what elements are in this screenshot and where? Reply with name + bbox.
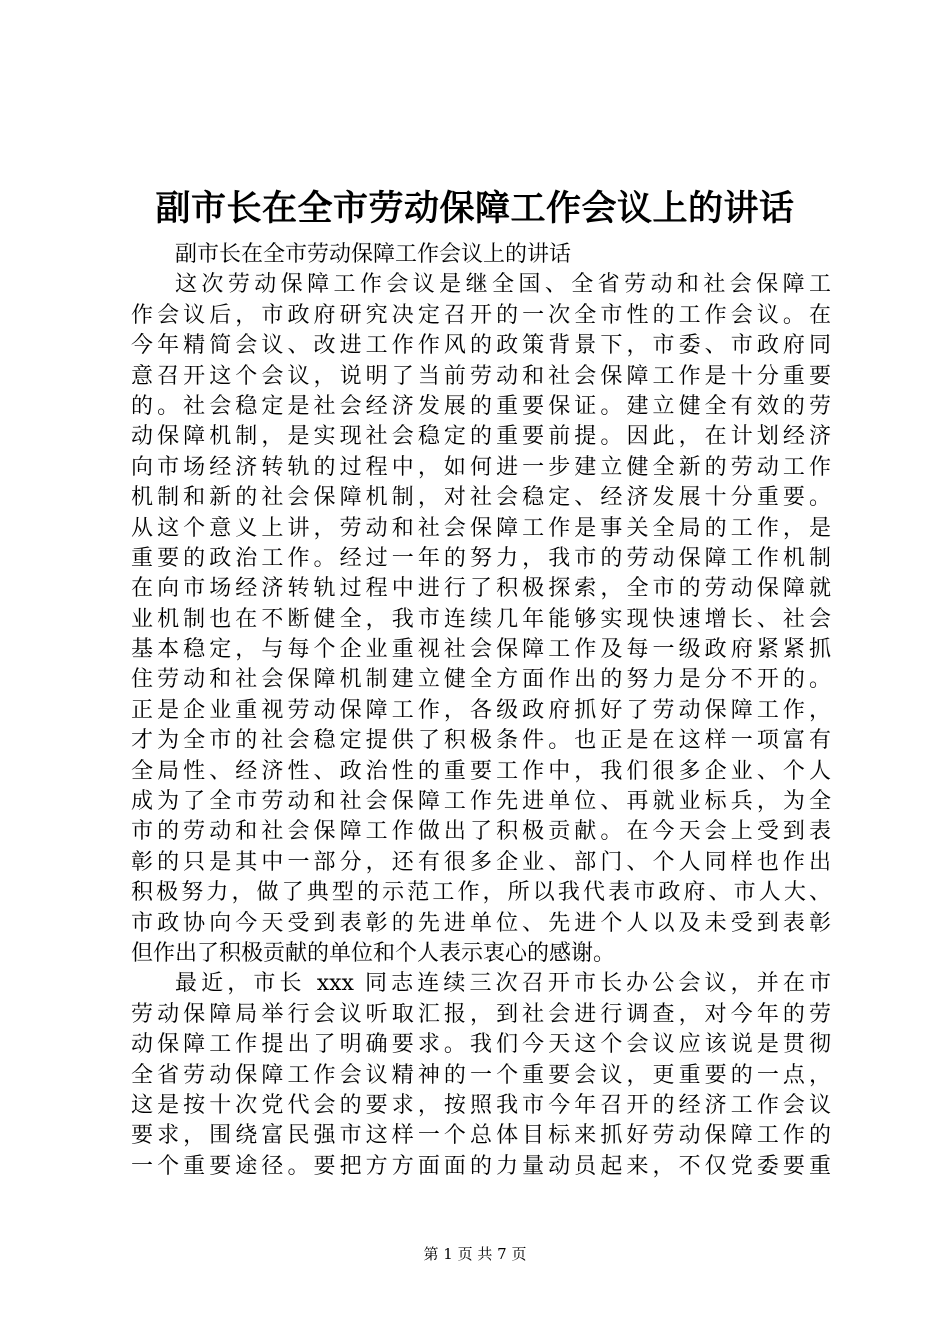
- paragraph-2: [131, 969, 831, 1182]
- document-title: 副市长在全市劳动保障工作会议上的讲话: [155, 188, 795, 229]
- paragraph-line: 的。社会稳定是社会经济发展的重要保证。建立健全有效的劳: [131, 393, 831, 419]
- paragraph-line: 劳动保障局举行会议听取汇报，到社会进行调查，对今年的劳: [131, 1001, 831, 1027]
- paragraph-line: 动保障机制，是实现社会稳定的重要前提。因此，在计划经济: [131, 424, 831, 450]
- paragraph-line: 动保障工作提出了明确要求。我们今天这个会议应该说是贯彻: [131, 1032, 831, 1058]
- paragraph-line: 成为了全市劳动和社会保障工作先进单位、再就业标兵，为全: [131, 789, 831, 815]
- paragraph-line: 今年精简会议、改进工作作风的政策背景下，市委、市政府同: [131, 333, 831, 359]
- paragraph-line: 全省劳动保障工作会议精神的一个重要会议，更重要的一点，: [131, 1062, 831, 1088]
- paragraph-line: 机制和新的社会保障机制，对社会稳定、经济发展十分重要。: [131, 485, 831, 511]
- paragraph-line: 这次劳动保障工作会议是继全国、全省劳动和社会保障工: [175, 272, 831, 298]
- document-body: [131, 240, 831, 1182]
- paragraph-line: 市政协向今天受到表彰的先进单位、先进个人以及未受到表彰: [131, 910, 831, 936]
- paragraph-line: 作会议后，市政府研究决定召开的一次全市性的工作会议。在: [131, 302, 831, 328]
- paragraph-line: 在向市场经济转轨过程中进行了积极探索，全市的劳动保障就: [131, 576, 831, 602]
- paragraph-line: 从这个意义上讲，劳动和社会保障工作是事关全局的工作，是: [131, 515, 831, 541]
- paragraph-line: 最近，市长 xxx 同志连续三次召开市长办公会议，并在市: [175, 971, 831, 997]
- paragraph-line: 住劳动和社会保障机制建立健全方面作出的努力是分不开的。: [131, 667, 831, 693]
- paragraph-line: 但作出了积极贡献的单位和个人表示衷心的感谢。: [131, 940, 616, 966]
- paragraph-line: 积极努力，做了典型的示范工作，所以我代表市政府、市人大、: [131, 880, 831, 906]
- paragraph-line: 向市场经济转轨的过程中，如何进一步建立健全新的劳动工作: [131, 454, 831, 480]
- paragraph-line: 重要的政治工作。经过一年的努力，我市的劳动保障工作机制: [131, 545, 831, 571]
- paragraph-line: 要求，围绕富民强市这样一个总体目标来抓好劳动保障工作的: [131, 1123, 831, 1149]
- document-subtitle: 副市长在全市劳动保障工作会议上的讲话: [175, 242, 572, 267]
- paragraph-line: 一个重要途径。要把方方面面的力量动员起来，不仅党委要重: [131, 1153, 831, 1179]
- paragraph-line: 基本稳定，与每个企业重视社会保障工作及每一级政府紧紧抓: [131, 637, 831, 663]
- paragraph-line: 意召开这个会议，说明了当前劳动和社会保障工作是十分重要: [131, 363, 831, 389]
- page-number-footer: 第 1 页 共 7 页: [423, 1245, 527, 1263]
- paragraph-line: 彰的只是其中一部分，还有很多企业、部门、个人同样也作出: [131, 849, 831, 875]
- paragraph-line: 业机制也在不断健全，我市连续几年能够实现快速增长、社会: [131, 606, 831, 632]
- paragraph-1: [131, 270, 831, 969]
- paragraph-line: 这是按十次党代会的要求，按照我市今年召开的经济工作会议: [131, 1092, 831, 1118]
- paragraph-line: 全局性、经济性、政治性的重要工作中，我们很多企业、个人: [131, 758, 831, 784]
- paragraph-line: 才为全市的社会稳定提供了积极条件。也正是在这样一项富有: [131, 728, 831, 754]
- paragraph-line: 市的劳动和社会保障工作做出了积极贡献。在今天会上受到表: [131, 819, 831, 845]
- paragraph-line: 正是企业重视劳动保障工作，各级政府抓好了劳动保障工作，: [131, 697, 831, 723]
